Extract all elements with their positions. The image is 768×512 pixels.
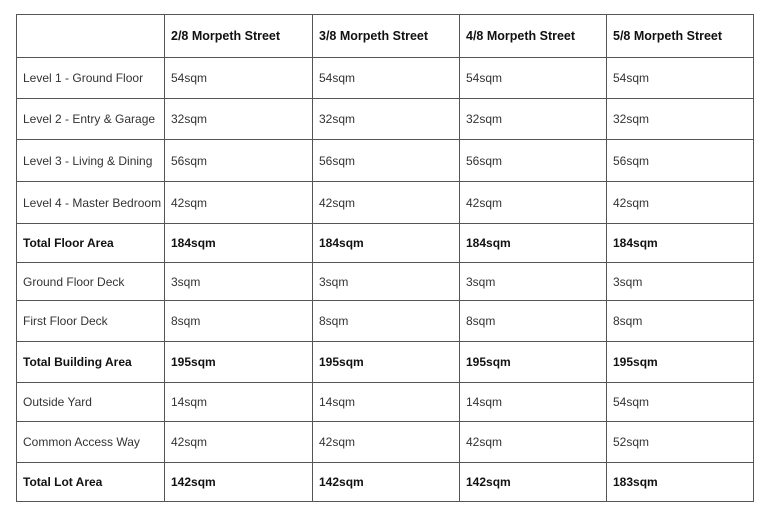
row-label: Total Floor Area <box>17 224 165 263</box>
corner-cell <box>17 15 165 58</box>
table-cell: 184sqm <box>165 224 313 263</box>
table-cell: 14sqm <box>460 383 607 422</box>
table-cell: 183sqm <box>607 463 754 502</box>
total-row <box>17 342 754 383</box>
table-cell: 42sqm <box>607 182 754 224</box>
total-row <box>17 463 754 502</box>
area-table <box>16 14 754 502</box>
table-cell: 52sqm <box>607 422 754 463</box>
table-cell: 195sqm <box>607 342 754 383</box>
column-header: 5/8 Morpeth Street <box>607 15 754 58</box>
table-cell: 32sqm <box>313 99 460 140</box>
table-cell: 54sqm <box>607 58 754 99</box>
table-cell: 14sqm <box>165 383 313 422</box>
table-cell: 8sqm <box>607 301 754 342</box>
table-cell: 195sqm <box>313 342 460 383</box>
table-cell: 42sqm <box>460 422 607 463</box>
table-cell: 42sqm <box>165 182 313 224</box>
table-row <box>17 99 754 140</box>
table-cell: 32sqm <box>165 99 313 140</box>
table-cell: 54sqm <box>165 58 313 99</box>
table-cell: 8sqm <box>165 301 313 342</box>
row-label: Total Building Area <box>17 342 165 383</box>
table-cell: 184sqm <box>460 224 607 263</box>
table-cell: 42sqm <box>313 422 460 463</box>
table-cell: 184sqm <box>313 224 460 263</box>
table-cell: 54sqm <box>313 58 460 99</box>
total-row <box>17 224 754 263</box>
table-cell: 3sqm <box>460 263 607 301</box>
table-row <box>17 58 754 99</box>
table-cell: 3sqm <box>313 263 460 301</box>
row-label: Level 4 - Master Bedroom <box>17 182 165 224</box>
row-label: Level 3 - Living & Dining <box>17 140 165 182</box>
row-label: First Floor Deck <box>17 301 165 342</box>
table-cell: 142sqm <box>165 463 313 502</box>
table-row <box>17 422 754 463</box>
table-row <box>17 182 754 224</box>
table-row <box>17 263 754 301</box>
header-row <box>17 15 754 58</box>
table-cell: 195sqm <box>165 342 313 383</box>
table-cell: 32sqm <box>460 99 607 140</box>
table-cell: 142sqm <box>313 463 460 502</box>
table-row <box>17 383 754 422</box>
row-label: Ground Floor Deck <box>17 263 165 301</box>
row-label: Level 1 - Ground Floor <box>17 58 165 99</box>
row-label: Total Lot Area <box>17 463 165 502</box>
table-row <box>17 301 754 342</box>
table-cell: 42sqm <box>460 182 607 224</box>
table-cell: 56sqm <box>460 140 607 182</box>
table-cell: 142sqm <box>460 463 607 502</box>
table-cell: 42sqm <box>165 422 313 463</box>
table-cell: 56sqm <box>165 140 313 182</box>
table-row <box>17 140 754 182</box>
table-cell: 184sqm <box>607 224 754 263</box>
column-header: 3/8 Morpeth Street <box>313 15 460 58</box>
row-label: Common Access Way <box>17 422 165 463</box>
table-cell: 54sqm <box>607 383 754 422</box>
column-header: 2/8 Morpeth Street <box>165 15 313 58</box>
table-cell: 3sqm <box>165 263 313 301</box>
table-cell: 3sqm <box>607 263 754 301</box>
table-cell: 32sqm <box>607 99 754 140</box>
table-cell: 8sqm <box>313 301 460 342</box>
column-header: 4/8 Morpeth Street <box>460 15 607 58</box>
row-label: Level 2 - Entry & Garage <box>17 99 165 140</box>
table-cell: 54sqm <box>460 58 607 99</box>
table-cell: 42sqm <box>313 182 460 224</box>
table-cell: 8sqm <box>460 301 607 342</box>
table-cell: 14sqm <box>313 383 460 422</box>
row-label: Outside Yard <box>17 383 165 422</box>
table-cell: 56sqm <box>313 140 460 182</box>
table-cell: 195sqm <box>460 342 607 383</box>
table-cell: 56sqm <box>607 140 754 182</box>
